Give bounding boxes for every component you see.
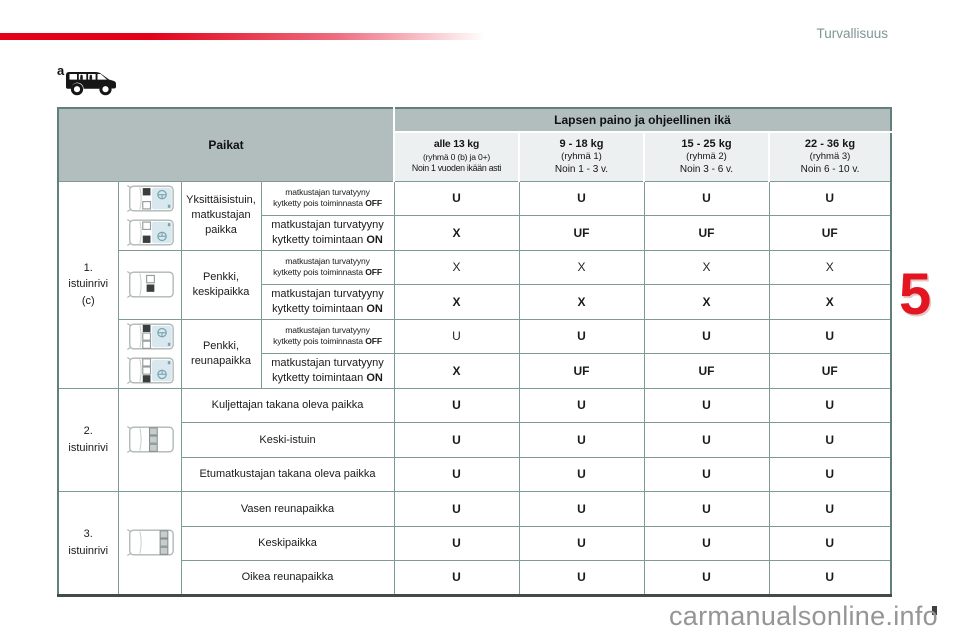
compat-value: U [394, 319, 519, 354]
compat-value: U [644, 319, 769, 354]
compat-value: X [769, 250, 891, 285]
airbag-off-condition: matkustajan turvatyyny kytketty pois toiminnasta OFF [261, 250, 394, 285]
table-row [58, 492, 891, 527]
compat-value: X [644, 250, 769, 285]
compat-value: U [644, 181, 769, 216]
compat-value: U [394, 526, 519, 561]
compat-value: UF [519, 354, 644, 389]
row1-bench-outer-icons [118, 319, 181, 388]
compat-value: U [519, 561, 644, 596]
table-row [58, 319, 891, 354]
table-row [58, 457, 891, 492]
compat-value: U [644, 457, 769, 492]
compat-value: U [519, 319, 644, 354]
compat-value: U [644, 423, 769, 458]
figure-label: a [57, 63, 65, 78]
compat-value: U [769, 423, 891, 458]
compat-value: X [769, 285, 891, 320]
seat-position-label: Kuljettajan takana oleva paikka [181, 388, 394, 423]
airbag-on-condition: matkustajan turvatyyny kytketty toimintaan ON [261, 285, 394, 320]
seat-position-label: Vasen reunapaikka [181, 492, 394, 527]
compat-value: U [769, 319, 891, 354]
van-top-third-row-bench-icon [123, 527, 177, 558]
airbag-on-condition: matkustajan turvatyyny kytketty toimintaan ON [261, 216, 394, 251]
compat-value: X [519, 250, 644, 285]
compat-value: U [519, 457, 644, 492]
seat-position-label: Oikea reunapaikka [181, 561, 394, 596]
compat-value: U [644, 388, 769, 423]
paikat-header: Paikat [58, 108, 394, 181]
compat-value: U [769, 388, 891, 423]
row3-bench-icon [118, 492, 181, 596]
weight-age-group-header: Lapsen paino ja ohjeellinen ikä [394, 108, 891, 132]
row2-section-label: 2. istuinrivi [58, 388, 118, 492]
row1-bench-middle-icon [118, 250, 181, 319]
van-top-single-passenger-seat-icon [123, 183, 177, 214]
seat-position-label: Keski-istuin [181, 423, 394, 458]
weight-col-header-1: alle 13 kg (ryhmä 0 (b) ja 0+) Noin 1 vuoden ikään asti [394, 132, 519, 181]
seat-name: Penkki, keskipaikka [181, 250, 261, 319]
compat-value: U [769, 526, 891, 561]
chapter-accent-bar [0, 33, 495, 40]
compat-value: U [769, 181, 891, 216]
compat-value: U [394, 181, 519, 216]
child-seat-position-table [57, 107, 892, 597]
row1-section-label: 1. istuinrivi (c) [58, 181, 118, 388]
seat-position-label: Etumatkustajan takana oleva paikka [181, 457, 394, 492]
row2-bench-icon [118, 388, 181, 492]
van-top-single-passenger-seat-mirrored-icon [123, 217, 177, 248]
compat-value: U [769, 561, 891, 596]
table-row [58, 423, 891, 458]
van-top-second-row-bench-icon [123, 424, 177, 455]
seat-name: Yksittäisistuin, matkustajan paikka [181, 181, 261, 250]
compat-value: U [769, 457, 891, 492]
compat-value: X [644, 285, 769, 320]
compat-value: U [394, 457, 519, 492]
airbag-on-condition: matkustajan turvatyyny kytketty toimintaan ON [261, 354, 394, 389]
compat-value: UF [769, 216, 891, 251]
compat-value: U [644, 492, 769, 527]
compat-value: U [519, 181, 644, 216]
row3-section-label: 3. istuinrivi [58, 492, 118, 596]
compat-value: U [519, 423, 644, 458]
table-row [58, 108, 891, 132]
chapter-number: 5 [899, 262, 932, 327]
compat-value: UF [644, 354, 769, 389]
table-row [58, 526, 891, 561]
watermark: carmanualsonline.info [669, 601, 938, 631]
compat-value: X [394, 216, 519, 251]
weight-col-header-2: 9 - 18 kg (ryhmä 1) Noin 1 - 3 v. [519, 132, 644, 181]
compat-value: UF [769, 354, 891, 389]
compat-value: U [394, 388, 519, 423]
compat-value: U [519, 492, 644, 527]
compat-value: X [394, 285, 519, 320]
compat-value: U [394, 423, 519, 458]
table-row [58, 388, 891, 423]
minibus-side-icon [64, 66, 118, 98]
compat-value: X [519, 285, 644, 320]
weight-col-header-3: 15 - 25 kg (ryhmä 2) Noin 3 - 6 v. [644, 132, 769, 181]
table-row [58, 250, 891, 285]
table-row [58, 561, 891, 596]
compat-value: U [519, 388, 644, 423]
airbag-off-condition: matkustajan turvatyyny kytketty pois toiminnasta OFF [261, 319, 394, 354]
compat-value: U [644, 526, 769, 561]
compat-value: U [394, 561, 519, 596]
seat-name: Penkki, reunapaikka [181, 319, 261, 388]
table-row [58, 181, 891, 216]
compat-value: U [644, 561, 769, 596]
compat-value: X [394, 250, 519, 285]
compat-value: UF [519, 216, 644, 251]
row1-single-seat-icons [118, 181, 181, 250]
airbag-off-condition: matkustajan turvatyyny kytketty pois toiminnasta OFF [261, 181, 394, 216]
compat-value: U [394, 492, 519, 527]
van-top-bench-outer-seat-icon [123, 321, 177, 352]
compat-value: X [394, 354, 519, 389]
van-top-bench-middle-seat-icon [123, 269, 177, 300]
chapter-title: Turvallisuus [816, 26, 888, 41]
van-top-bench-outer-seat-mirrored-icon [123, 355, 177, 386]
weight-col-header-4: 22 - 36 kg (ryhmä 3) Noin 6 - 10 v. [769, 132, 891, 181]
compat-value: U [769, 492, 891, 527]
seat-position-label: Keskipaikka [181, 526, 394, 561]
compat-value: U [519, 526, 644, 561]
compat-value: UF [644, 216, 769, 251]
